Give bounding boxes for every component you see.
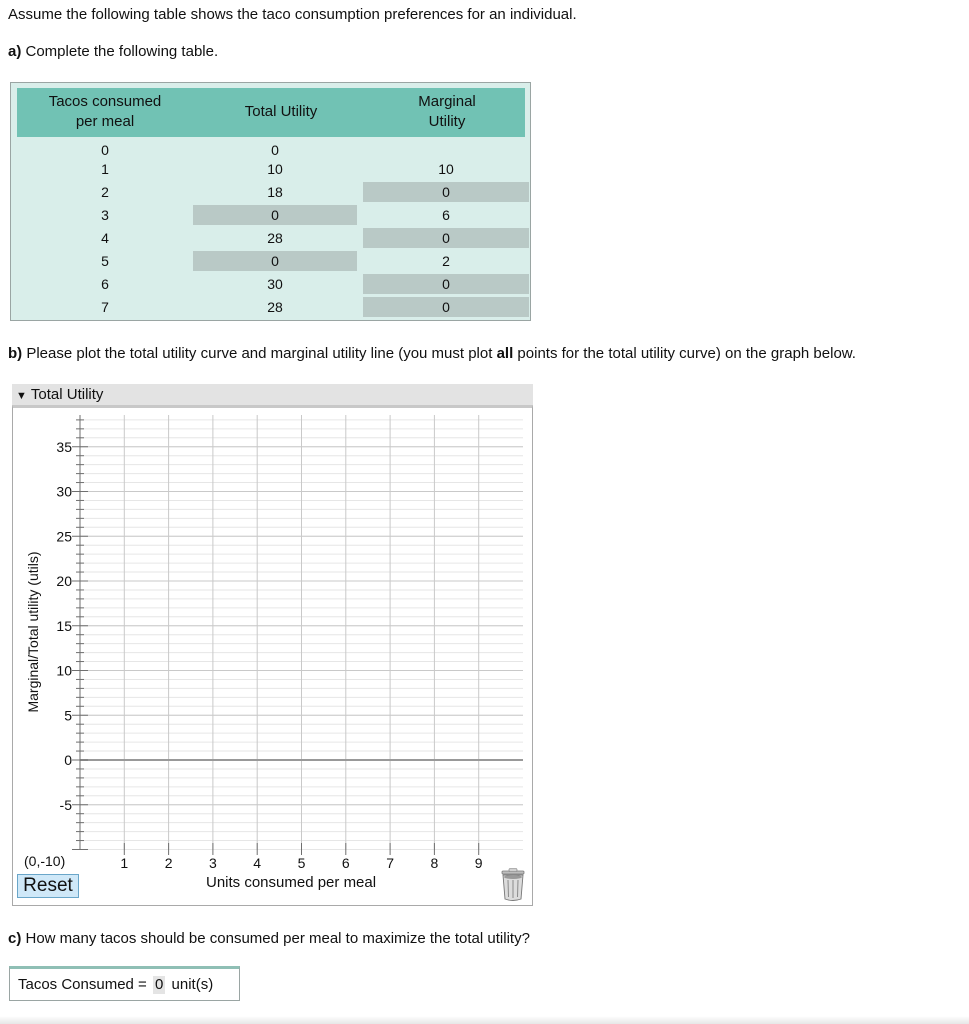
- y-axis-label: Marginal/Total utility (utils): [25, 551, 41, 713]
- y-tick-label: 35: [56, 438, 72, 455]
- part-b-label: b): [8, 345, 23, 362]
- mu-input-cell[interactable]: 0: [363, 274, 529, 294]
- graph-panel: [12, 405, 533, 906]
- tu-cell: 10: [267, 161, 283, 177]
- x-tick-label: 6: [341, 855, 350, 871]
- part-b-question: [8, 345, 856, 362]
- y-tick-label: 5: [64, 707, 72, 724]
- mu-input-cell[interactable]: 0: [363, 297, 529, 317]
- part-c-text: How many tacos should be consumed per meal to maximize the total utility?: [21, 930, 530, 947]
- tu-cell: 28: [267, 230, 283, 246]
- y-tick-label: 30: [56, 483, 72, 500]
- x-tick-label: 7: [386, 855, 394, 871]
- answer-prefix: Tacos Consumed =: [18, 976, 147, 993]
- mu-input-cell[interactable]: 0: [363, 228, 529, 248]
- x-tick-label: 8: [430, 855, 439, 871]
- x-tick-label: 2: [164, 855, 173, 871]
- part-b-text-after: points for the total utility curve) on the graph below.: [513, 345, 856, 362]
- tu-input-cell[interactable]: 0: [193, 205, 357, 225]
- header-mu-line2: Utility: [428, 113, 466, 130]
- table-row: [17, 159, 525, 182]
- tacos-cell: 5: [101, 253, 109, 269]
- utility-table: [10, 82, 531, 321]
- tu-cell: 18: [267, 184, 283, 200]
- answer-box: [9, 966, 240, 1001]
- tu-cell: 0: [271, 142, 279, 158]
- y-tick-label: 15: [56, 617, 72, 634]
- y-tick-label: 25: [56, 528, 72, 545]
- mu-cell: 2: [442, 253, 450, 269]
- tacos-cell: 6: [101, 276, 109, 292]
- part-a-question: [8, 43, 218, 60]
- table-row: [17, 182, 525, 205]
- part-c-question: [8, 930, 530, 947]
- x-tick-label: 4: [253, 855, 262, 871]
- graph-panel-title: Total Utility: [30, 386, 104, 403]
- x-tick-label: 3: [209, 855, 217, 871]
- header-tacos-line2: per meal: [75, 113, 135, 130]
- tu-input-cell[interactable]: 0: [193, 251, 357, 271]
- tacos-cell: 2: [101, 184, 109, 200]
- part-b-text-before: Please plot the total utility curve and marginal utility line (you must plot: [22, 345, 497, 362]
- table-row: [17, 297, 525, 320]
- header-mu-line1: Marginal: [418, 93, 476, 110]
- collapse-caret-icon[interactable]: ▼: [16, 390, 27, 402]
- header-total-utility: Total Utility: [244, 103, 318, 120]
- tacos-cell: 4: [101, 230, 109, 246]
- reset-button[interactable]: Reset: [17, 874, 79, 898]
- graph-panel-header[interactable]: [12, 384, 533, 405]
- x-tick-label: 9: [474, 855, 483, 871]
- trash-icon[interactable]: [499, 868, 527, 902]
- x-axis-label: Units consumed per meal: [206, 874, 377, 891]
- tacos-cell: 7: [101, 299, 109, 315]
- tacos-cell: 1: [101, 161, 109, 177]
- header-tacos-line1: Tacos consumed: [48, 93, 162, 110]
- mu-cell: 6: [442, 207, 450, 223]
- table-row: [17, 251, 525, 274]
- tacos-consumed-input[interactable]: 0: [155, 976, 164, 993]
- header-tacos: [17, 92, 193, 132]
- header-marginal-utility: [369, 92, 525, 132]
- tu-cell: 30: [267, 276, 283, 292]
- part-a-label: a): [8, 43, 22, 60]
- part-a-text: Complete the following table.: [21, 43, 219, 60]
- table-row: [17, 228, 525, 251]
- mu-cell: [363, 140, 529, 160]
- table-header: [17, 88, 525, 137]
- mu-input-cell[interactable]: 0: [363, 182, 529, 202]
- table-row: [17, 205, 525, 228]
- tacos-cell: 0: [101, 142, 109, 158]
- tu-cell: 28: [267, 299, 283, 315]
- y-tick-label: 10: [56, 662, 72, 679]
- coordinate-readout: (0,-10): [24, 853, 66, 869]
- bottom-shadow: [0, 1016, 969, 1024]
- part-c-label: c): [8, 930, 22, 947]
- table-row: [17, 274, 525, 297]
- x-tick-label: 1: [120, 855, 129, 871]
- tacos-cell: 3: [101, 207, 109, 223]
- y-tick-label: -5: [59, 796, 72, 813]
- y-tick-label: 20: [56, 573, 72, 589]
- part-b-bold: all: [496, 345, 514, 362]
- answer-suffix: unit(s): [171, 976, 214, 993]
- mu-cell: 10: [438, 161, 454, 177]
- x-tick-label: 5: [297, 855, 306, 871]
- y-tick-label: 0: [64, 752, 72, 768]
- intro-text: Assume the following table shows the taco consumption preferences for an individual.: [8, 6, 577, 23]
